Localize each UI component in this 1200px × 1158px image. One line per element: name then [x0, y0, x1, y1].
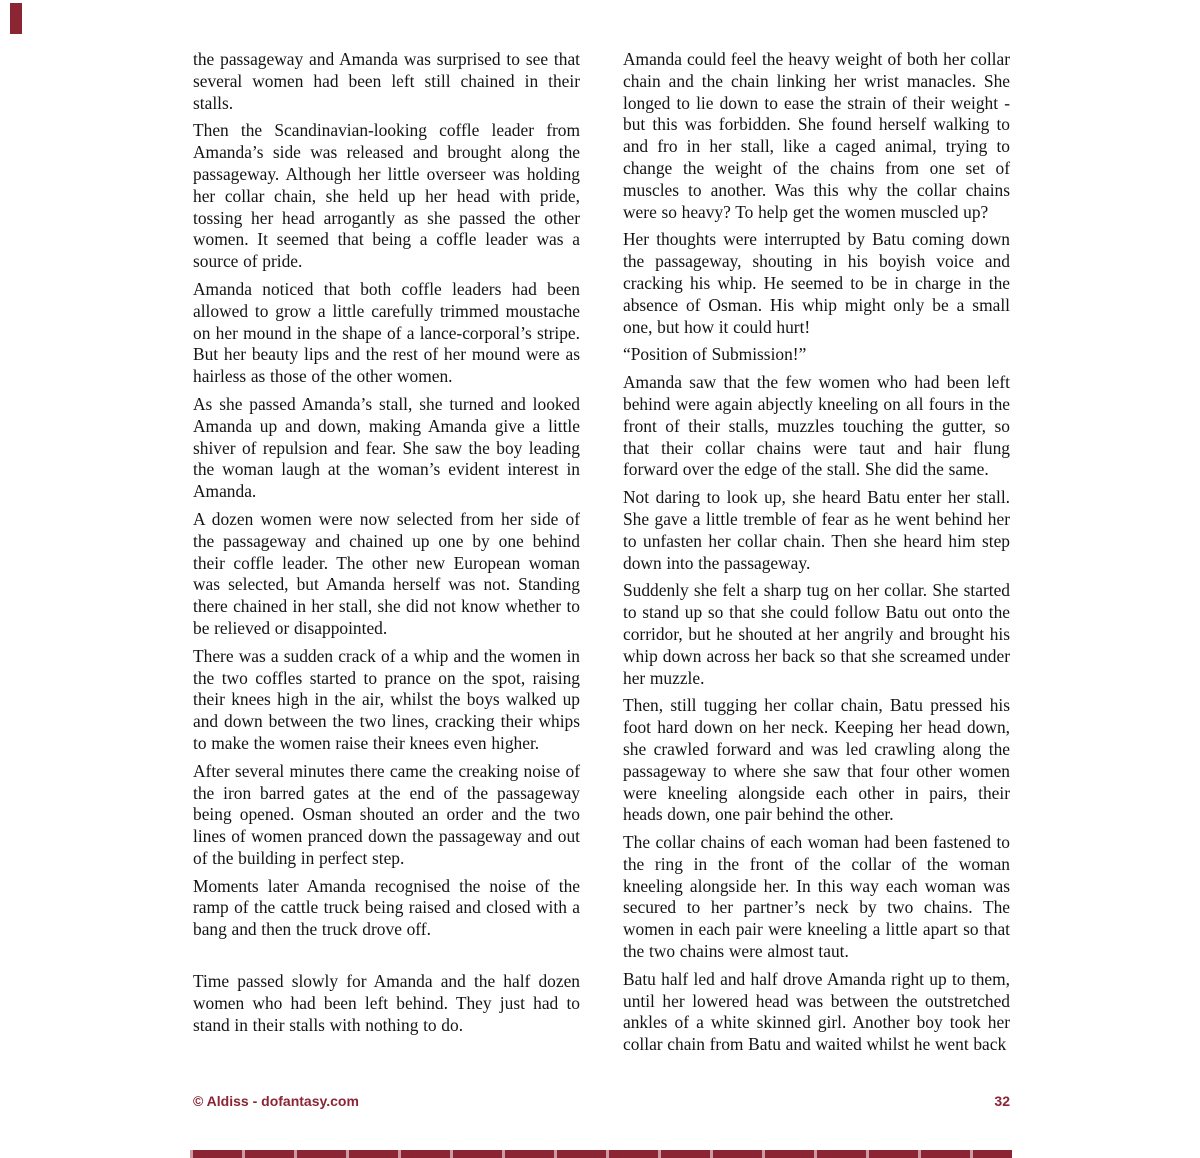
- page-number: 32: [994, 1093, 1010, 1109]
- page-footer: [193, 1093, 1010, 1109]
- paragraph-right-4: Amanda saw that the few women who had been left behind were again abjectly kneeling on all fours in the front of their stalls, muzzles touching the gutter, so that their collar chains were taut and hair flung forward over the edge of the stall. She did the same.: [623, 372, 1010, 480]
- paragraph-right-1: Amanda could feel the heavy weight of both her collar chain and the chain linking her wrist manacles. She longed to lie down to ease the strain of their weight - but this was forbidden. She found herself walking to and fro in her stall, like a caged animal, trying to change the weight of the chains from one set of muscles to another. Was this why the collar chains were so heavy? To help get the women muscled up?: [623, 49, 1010, 222]
- paragraph-left-3: Amanda noticed that both coffle leaders had been allowed to grow a little carefully trimmed moustache on her mound in the shape of a lance-corporal’s stripe. But her beauty lips and the rest of her mound were as hairless as those of the other women.: [193, 278, 580, 387]
- cropped-text-band: [190, 1150, 1012, 1158]
- paragraph-left-6: There was a sudden crack of a whip and the women in the two coffles started to prance on the spot, raising their knees high in the air, whilst the boys walked up and down between the two lines, cracking their whips to make the women raise their knees even higher.: [193, 645, 580, 753]
- paragraph-left-4: As she passed Amanda’s stall, she turned and looked Amanda up and down, making Amanda give a little shiver of repulsion and fear. She saw the boy leading the woman laugh at the woman’s evident interest in Amanda.: [193, 393, 580, 502]
- paragraph-left-1: the passageway and Amanda was surprised to see that several women had been left still chained in their stalls.: [193, 49, 580, 113]
- text-columns: [193, 49, 1010, 1062]
- paragraph-right-5: Not daring to look up, she heard Batu enter her stall. She gave a little tremble of fear as he went behind her to unfasten her collar chain. Then she heard him step down into the passageway.: [623, 487, 1010, 573]
- paragraph-right-8: The collar chains of each woman had been fastened to the ring in the front of the collar of the woman kneeling alongside her. In this way each woman was secured to her partner’s neck by two chains. The women in each pair were kneeling a little apart so that the two chains were almost taut.: [623, 832, 1010, 962]
- paragraph-left-5: A dozen women were now selected from her side of the passageway and chained up one by one behind their coffle leader. The other new European woman was selected, but Amanda herself was not. Standing there chained in her stall, she did not know whether to be relieved or disappointed.: [193, 508, 580, 638]
- page-corner-mark: [10, 3, 22, 34]
- paragraph-right-9: Batu half led and half drove Amanda right up to them, until her lowered head was between the outstretched ankles of a white skinned girl. Another boy took her collar chain from Batu and waited whilst he went back: [623, 968, 1010, 1055]
- left-column: [193, 49, 580, 1062]
- paragraph-left-7: After several minutes there came the creaking noise of the iron barred gates at the end of the passageway being opened. Osman shouted an order and the two lines of women pranced down the passageway and out of the building in perfect step.: [193, 760, 580, 868]
- paragraph-left-2: Then the Scandinavian-looking coffle leader from Amanda’s side was released and brought along the passageway. Although her little overseer was holding her collar chain, she held up her head with pride, tossing her head arrogantly as she passed the other women. It seemed that being a coffle leader was a source of pride.: [193, 120, 580, 272]
- paragraph-right-7: Then, still tugging her collar chain, Batu pressed his foot hard down on her neck. Keeping her head down, she crawled forward and was led crawling along the passageway to where she saw that four other women were kneeling alongside each other in pairs, their heads down, one pair behind the other.: [623, 695, 1010, 825]
- paragraph-right-2: Her thoughts were interrupted by Batu coming down the passageway, shouting in his boyish voice and cracking his whip. He seemed to be in charge in the absence of Osman. His whip might only be a small one, but how it could hurt!: [623, 229, 1010, 337]
- copyright-text: © Aldiss - dofantasy.com: [193, 1093, 359, 1109]
- paragraph-right-6: Suddenly she felt a sharp tug on her collar. She started to stand up so that she could follow Batu out onto the corridor, but he shouted at her angrily and brought his whip down across her back so that she screamed under her muzzle.: [623, 580, 1010, 688]
- paragraph-left-9: Time passed slowly for Amanda and the half dozen women who had been left behind. They just had to stand in their stalls with nothing to do.: [193, 971, 580, 1035]
- paragraph-left-8: Moments later Amanda recognised the noise of the ramp of the cattle truck being raised and closed with a bang and then the truck drove off.: [193, 875, 580, 940]
- paragraph-right-3: “Position of Submission!”: [623, 344, 807, 365]
- right-column: [623, 49, 1010, 1062]
